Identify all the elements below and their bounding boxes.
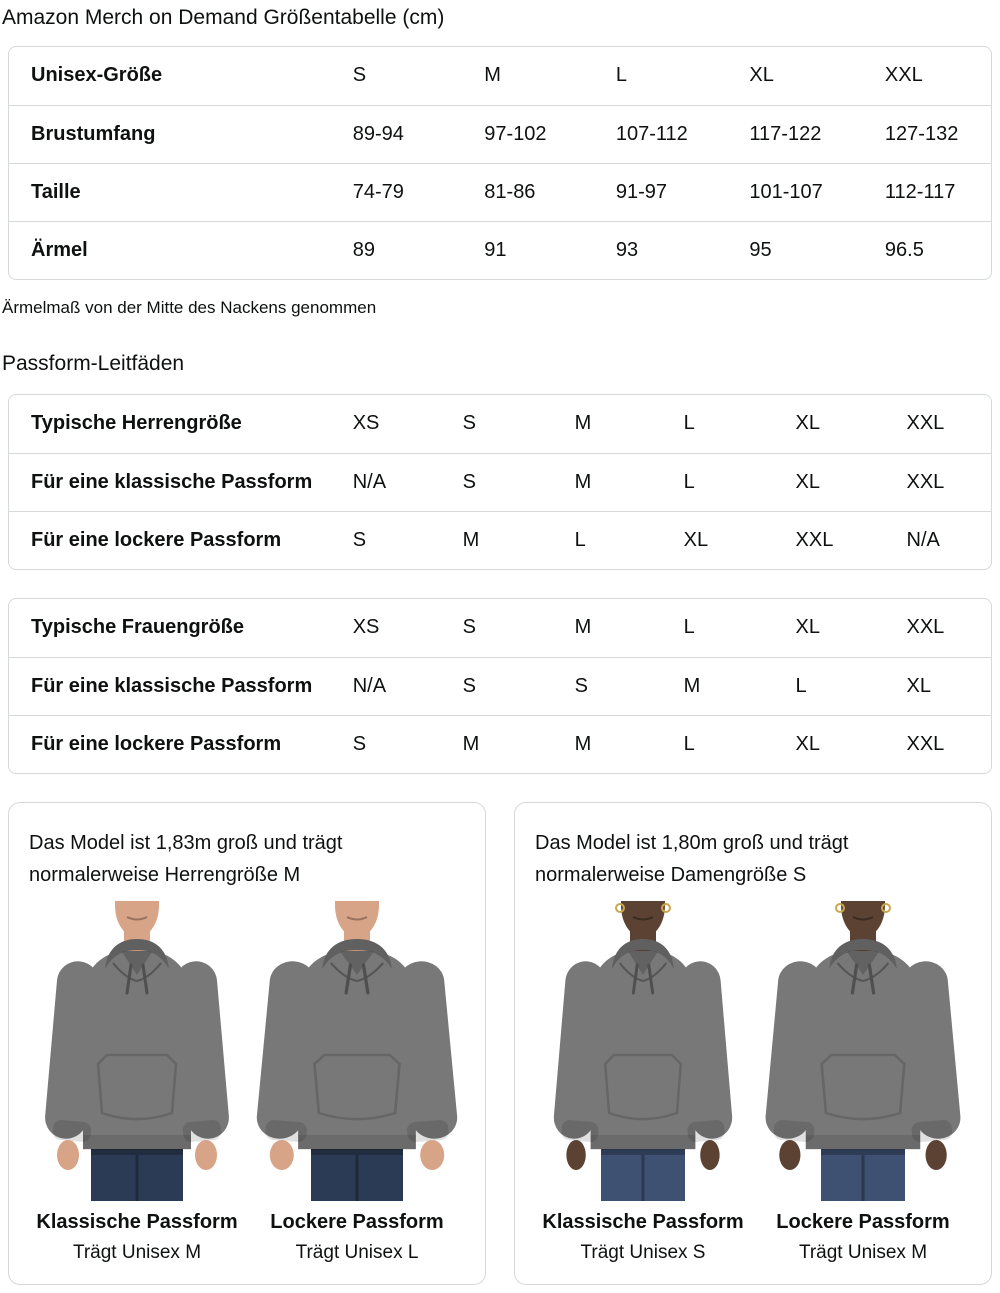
page-title: Amazon Merch on Demand Größentabelle (cm) — [2, 6, 445, 29]
hoodie-model-photo — [27, 901, 247, 1201]
model-figure-classic — [533, 901, 753, 1264]
row-label: Ärmel — [9, 221, 353, 279]
row-label: Taille — [9, 163, 353, 221]
value-cell: 74-79 — [353, 163, 485, 221]
model-figures — [533, 901, 973, 1264]
row-label: Für eine klassische Passform — [9, 453, 353, 511]
size-cell: XL — [796, 715, 907, 773]
size-cell: N/A — [907, 511, 992, 569]
model-figure-loose — [247, 901, 467, 1264]
table-row — [9, 163, 991, 221]
size-cell: M — [574, 616, 592, 639]
size-cell: L — [684, 715, 796, 773]
row-label: Brustumfang — [9, 105, 353, 163]
size-cell: L — [615, 64, 627, 87]
size-cell: XXL — [884, 64, 923, 87]
table-row — [9, 715, 991, 773]
size-caption: Trägt Unisex M — [72, 1242, 202, 1263]
mens-fit-table — [8, 394, 992, 570]
row-label: Typische Frauengröße — [31, 616, 245, 639]
size-cell: L — [683, 616, 695, 639]
hoodie-model-photo — [533, 901, 753, 1201]
size-cell: XL — [796, 453, 907, 511]
table-row — [9, 599, 991, 657]
size-cell: M — [484, 64, 501, 87]
size-cell: L — [796, 657, 907, 715]
value-cell: 89-94 — [353, 105, 485, 163]
size-cell: L — [575, 511, 684, 569]
table-row — [9, 221, 991, 279]
size-cell: XXL — [906, 412, 945, 435]
size-cell: S — [463, 453, 575, 511]
row-label: Für eine lockere Passform — [9, 715, 353, 773]
size-caption: Trägt Unisex M — [798, 1242, 928, 1263]
size-cell: M — [575, 453, 684, 511]
value-cell: 81-86 — [484, 163, 616, 221]
value-cell: 95 — [749, 221, 885, 279]
model-figures — [27, 901, 467, 1264]
size-cell: XXL — [907, 715, 992, 773]
size-cell: S — [462, 412, 477, 435]
size-cell: XL — [749, 64, 774, 87]
size-cell: S — [462, 616, 477, 639]
value-cell: 89 — [353, 221, 485, 279]
hoodie-model-photo — [247, 901, 467, 1201]
size-cell: S — [352, 64, 367, 87]
row-label: Unisex-Größe — [31, 64, 163, 87]
size-cell: L — [683, 412, 695, 435]
value-cell: 101-107 — [749, 163, 885, 221]
size-cell: XS — [352, 616, 380, 639]
model-description: Das Model ist 1,83m groß und trägt normalerweise Herrengröße M — [29, 832, 343, 886]
fit-guides-title: Passform-Leitfäden — [2, 352, 185, 375]
row-label: Für eine klassische Passform — [9, 657, 353, 715]
fit-caption: Lockere Passform — [776, 1211, 950, 1233]
model-figure-loose — [753, 901, 973, 1264]
value-cell: 107-112 — [616, 105, 750, 163]
table-row — [9, 47, 991, 105]
value-cell: 127-132 — [885, 105, 991, 163]
sleeve-measure-note: Ärmelmaß von der Mitte des Nackens genommen — [2, 298, 377, 317]
womens-model-card — [514, 802, 992, 1285]
table-row — [9, 395, 991, 453]
model-description: Das Model ist 1,80m groß und trägt normalerweise Damengröße S — [535, 832, 849, 886]
row-label: Typische Herrengröße — [31, 412, 242, 435]
size-cell: S — [575, 657, 684, 715]
size-cell: N/A — [353, 657, 463, 715]
value-cell: 112-117 — [885, 163, 991, 221]
value-cell: 97-102 — [484, 105, 616, 163]
size-caption: Trägt Unisex S — [580, 1242, 706, 1263]
table-row — [9, 105, 991, 163]
size-cell: XL — [795, 616, 821, 639]
value-cell: 96.5 — [885, 221, 991, 279]
size-cell: M — [575, 715, 684, 773]
size-cell: XL — [684, 511, 796, 569]
fit-caption: Klassische Passform — [542, 1211, 744, 1233]
table-row — [9, 511, 991, 569]
size-cell: M — [684, 657, 796, 715]
model-cards-row — [8, 802, 992, 1285]
womens-fit-table — [8, 598, 992, 774]
size-cell: XS — [352, 412, 380, 435]
row-label: Für eine lockere Passform — [9, 511, 353, 569]
model-figure-classic — [27, 901, 247, 1264]
table-row — [9, 453, 991, 511]
size-cell: XXL — [907, 453, 992, 511]
size-cell: S — [353, 715, 463, 773]
hoodie-model-photo — [753, 901, 973, 1201]
size-cell: XXL — [796, 511, 907, 569]
value-cell: 117-122 — [749, 105, 885, 163]
value-cell: 91-97 — [616, 163, 750, 221]
value-cell: 93 — [616, 221, 750, 279]
size-cell: XXL — [906, 616, 945, 639]
value-cell: 91 — [484, 221, 616, 279]
size-cell: L — [684, 453, 796, 511]
size-cell: S — [463, 657, 575, 715]
fit-caption: Klassische Passform — [36, 1211, 238, 1233]
size-caption: Trägt Unisex L — [295, 1242, 419, 1263]
size-cell: M — [574, 412, 592, 435]
unisex-size-table — [8, 46, 992, 280]
size-cell: XL — [907, 657, 992, 715]
table-row — [9, 657, 991, 715]
size-cell: S — [353, 511, 463, 569]
mens-model-card — [8, 802, 486, 1285]
size-cell: M — [463, 715, 575, 773]
size-cell: M — [463, 511, 575, 569]
fit-caption: Lockere Passform — [270, 1211, 444, 1233]
size-cell: N/A — [353, 453, 463, 511]
size-cell: XL — [795, 412, 821, 435]
